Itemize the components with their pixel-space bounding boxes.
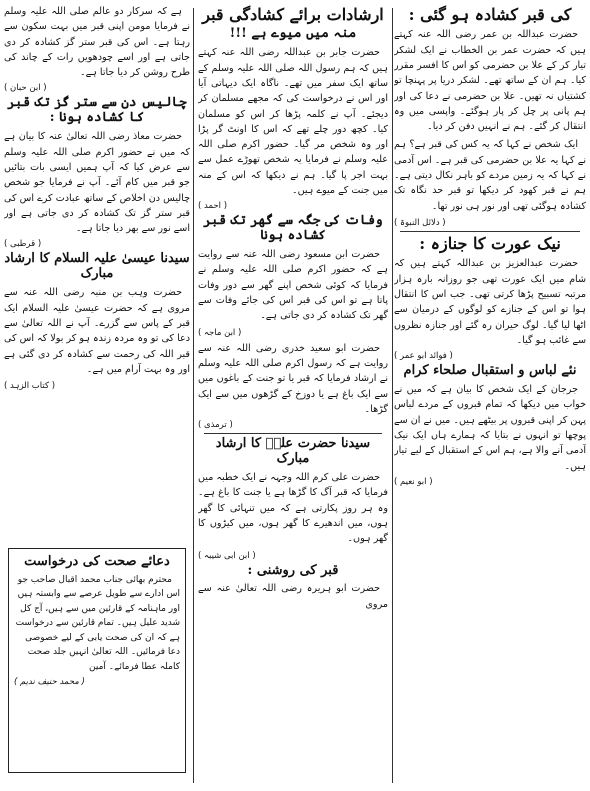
heading-death-place-to-home: وفات کی جگہ سے گھر تک قبر کشادہ ہونا bbox=[203, 213, 383, 244]
citation: ( کتاب الزہد ) bbox=[4, 381, 56, 392]
paragraph: ایک شخص نے کہا کہ یہ کس کی قبر ہے؟ ہم نے کہا یہ علا بن حضرمی کی قبر ہے۔ اس آدمی نے کہا کہ یہ زمین مردے کو باہر نکال دیتی ہے۔ ہم نے قبر کھود کر دیکھا تو قبر حد نگاہ تک کشادہ ہوگئی تھی اور نور ہی نور تھا۔ bbox=[394, 139, 586, 212]
paragraph: حضرت علی کرم اللہ وجہہ نے ایک خطبہ میں فرمایا کہ قبر آگ کا گڑھا ہے یا جنت کا باغ ہے۔ وہ ہر روز پکارتی ہے کہ میں تنہائی کا گھر ہوں، میں اندھیرے کا گھر ہوں، میں کیڑوں کا گھر ہوں۔ bbox=[198, 472, 388, 545]
heading-pious-woman-funeral: نیک عورت کا جنازہ : bbox=[419, 233, 561, 253]
column-rule bbox=[392, 8, 393, 783]
divider bbox=[400, 231, 580, 232]
heading-hazrat-ali-saying: سیدنا حضرت علیؓ کا ارشاد مبارک bbox=[215, 436, 371, 467]
left-column bbox=[4, 4, 190, 541]
citation: ( قرطبی ) bbox=[4, 239, 42, 250]
citation: ( فوائد ابو عمر ) bbox=[394, 351, 453, 362]
divider bbox=[204, 433, 382, 434]
citation: ( دلائل النبوۃ ) bbox=[394, 217, 446, 228]
paragraph: حضرت ابو سعید خدری رضی اللہ عنہ سے روایت ہے کہ رسول اکرم صلی اللہ علیہ وسلم نے ارشاد فرمایا کہ قبر یا تو جنت کے باغوں میں سے ایک باغ ہے یا دوزخ کے گڑھوں میں سے ایک گڑھا۔ bbox=[198, 342, 388, 415]
heading-grave-widened: کی قبر کشادہ ہو گئی : bbox=[408, 5, 572, 24]
column-rule bbox=[193, 8, 194, 783]
citation: ( ابن حبان ) bbox=[4, 83, 47, 94]
paragraph: حضرت وہب بن منبہ رضی اللہ عنہ سے مروی ہے کہ حضرت عیسیٰ علیہ السلام ایک قبر کے پاس سے گزرے۔ آپ نے اللہ تعالیٰ سے دعا کی تو وہ مردہ زندہ ہو کر بولا کہ اس کی قبر اللہ کی رحمت سے کشادہ کر دی گئی ہے اور وہ بہت آرام میں ہے۔ bbox=[4, 287, 190, 375]
paragraph: حضرت عبدالعزیز بن عبداللہ کہتے ہیں کہ شام میں ایک عورت تھی جو روزانہ بارہ ہزار مرتبہ تسبیح پڑھا کرتی تھی۔ جب اس کا انتقال ہوا تو اس کے جنازے کو لوگوں کے درمیان سے اٹھا لیا گیا۔ لوگ حیران رہ گئے اور جنازہ نظروں سے غائب ہو گیا۔ bbox=[394, 258, 586, 346]
middle-column bbox=[198, 4, 388, 787]
paragraph: ہے کہ سرکار دو عالم صلی اللہ علیہ وسلم نے فرمایا مومن اپنی قبر میں بہت سکون سے رہتا ہے۔ اس کی قبر ستر گز کشادہ کر دی جاتی ہے اور اسے چودھویں رات کے چاند کی طرح روشن کر دیا جاتا ہے۔ bbox=[4, 6, 190, 79]
paragraph: حضرت معاذ رضی اللہ تعالیٰ عنہ کا بیان ہے کہ میں نے حضور اکرم صلی اللہ علیہ وسلم سے عرض کیا کہ آپ ہمیں ایسی بات بتائیں جو قبر میں کام آئے۔ آپ نے فرمایا جو شخص چالیس دن اخلاص کے ساتھ عبادت کرے اس کی قبر ستر گز تک کشادہ کر دی جاتی ہے اور اسے نور سے بھر دیا جاتا ہے۔ bbox=[4, 131, 190, 235]
right-column bbox=[394, 4, 586, 787]
paragraph: حضرت عبداللہ بن عمر رضی اللہ عنہ کہتے ہیں کہ حضرت عمر بن الخطاب نے ایک لشکر تیار کر کے علا بن حضرمی کو اس کا افسر مقرر کیا۔ ہم ان کے ساتھ تھے۔ لشکر دریا پر پہنچا تو کشتیاں نہ تھیں۔ علا بن حضرمی نے دعا کی اور ہم پانی پر چل کر پار ہوگئے۔ واپسی میں وہ انتقال کر گئے۔ ہم نے انہیں دفن کر دیا۔ bbox=[394, 29, 586, 133]
citation: ( ابو نعیم ) bbox=[394, 476, 433, 487]
citation: ( ابن ماجہ ) bbox=[198, 327, 242, 338]
heading-new-clothes: نئے لباس و استقبال صلحاء کرام bbox=[403, 363, 577, 379]
heading-sayings-grave: ارشادات برائے کشادگی قبر bbox=[202, 5, 384, 24]
paragraph: حضرت جابر بن عبداللہ رضی اللہ عنہ کہتے ہیں کہ ہم رسول اللہ صلی اللہ علیہ وسلم کے ساتھ ایک سفر میں تھے۔ ناگاہ ایک دیہاتی آیا اور اس نے درخواست کی کہ مجھے مسلمان کر دیجئے۔ آپ نے کلمہ پڑھا کر اس کو مسلمان کیا۔ کچھ دور چلے تھے کہ اس کا اونٹ گر پڑا اور وہ شخص مر گیا۔ حضور اکرم صلی اللہ علیہ وسلم نے فرمایا یہ شخص تھوڑے عمل سے بہت اجر پا گیا۔ ہم نے دیکھا کہ اس کے منہ میں جنت کے میوے ہیں۔ bbox=[198, 47, 388, 196]
box-signature: ( محمد حنیف ندیم ) bbox=[14, 677, 85, 688]
subheading-fruits: منہ میں میوے ہے !!! bbox=[229, 26, 357, 42]
box-body: محترم بھائی جناب محمد اقبال صاحب جو اس ادارے سے طویل عرصے سے وابستہ ہیں اور ماہنامہ کے قارئین میں سے ہیں، آج کل شدید علیل ہیں۔ تمام قارئین سے درخواست ہے کہ ان کی صحت یابی کے لیے خصوصی دعا فرمائیں۔ اللہ تعالیٰ انہیں جلد صحت کاملہ عطا فرمائے۔ آمین bbox=[15, 574, 180, 672]
paragraph: جرجان کے ایک شخص کا بیان ہے کہ میں نے خواب میں دیکھا کہ تمام قبروں کے مردے لباس پہن کر اپنی قبروں پر بیٹھے ہیں۔ میں نے ان سے پوچھا تو انہوں نے بتایا کہ ہمارے ہاں ایک نیک آدمی آنے والا ہے، ہم اس کے استقبال کے لیے تیار ہیں۔ bbox=[394, 384, 586, 472]
heading-forty-days: چالیس دن سے ستر گز تک قبر کا کشادہ ہونا : bbox=[7, 95, 187, 126]
paragraph: حضرت ابن مسعود رضی اللہ عنہ سے روایت ہے کہ حضور اکرم صلی اللہ علیہ وسلم نے فرمایا کہ کوئی شخص اپنے گھر سے دور وفات پاتا ہے تو اس کی قبر اس کی جائے وفات سے گھر تک کشادہ کر دی جاتی ہے۔ bbox=[198, 249, 388, 322]
citation: ( احمد ) bbox=[198, 201, 228, 212]
paragraph: حضرت ابو ہریرہ رضی اللہ تعالیٰ عنہ سے مروی bbox=[198, 583, 388, 610]
heading-isa-saying: سیدنا عیسیٰ علیہ السلام کا ارشاد مبارک bbox=[4, 251, 190, 282]
box-title: دعائے صحت کی درخواست bbox=[24, 554, 170, 569]
citation: ( ابن ابی شیبہ ) bbox=[198, 550, 256, 561]
prayer-request-box bbox=[8, 548, 186, 773]
heading-grave-light: قبر کی روشنی : bbox=[247, 562, 339, 578]
citation: ( ترمذی ) bbox=[198, 420, 233, 431]
